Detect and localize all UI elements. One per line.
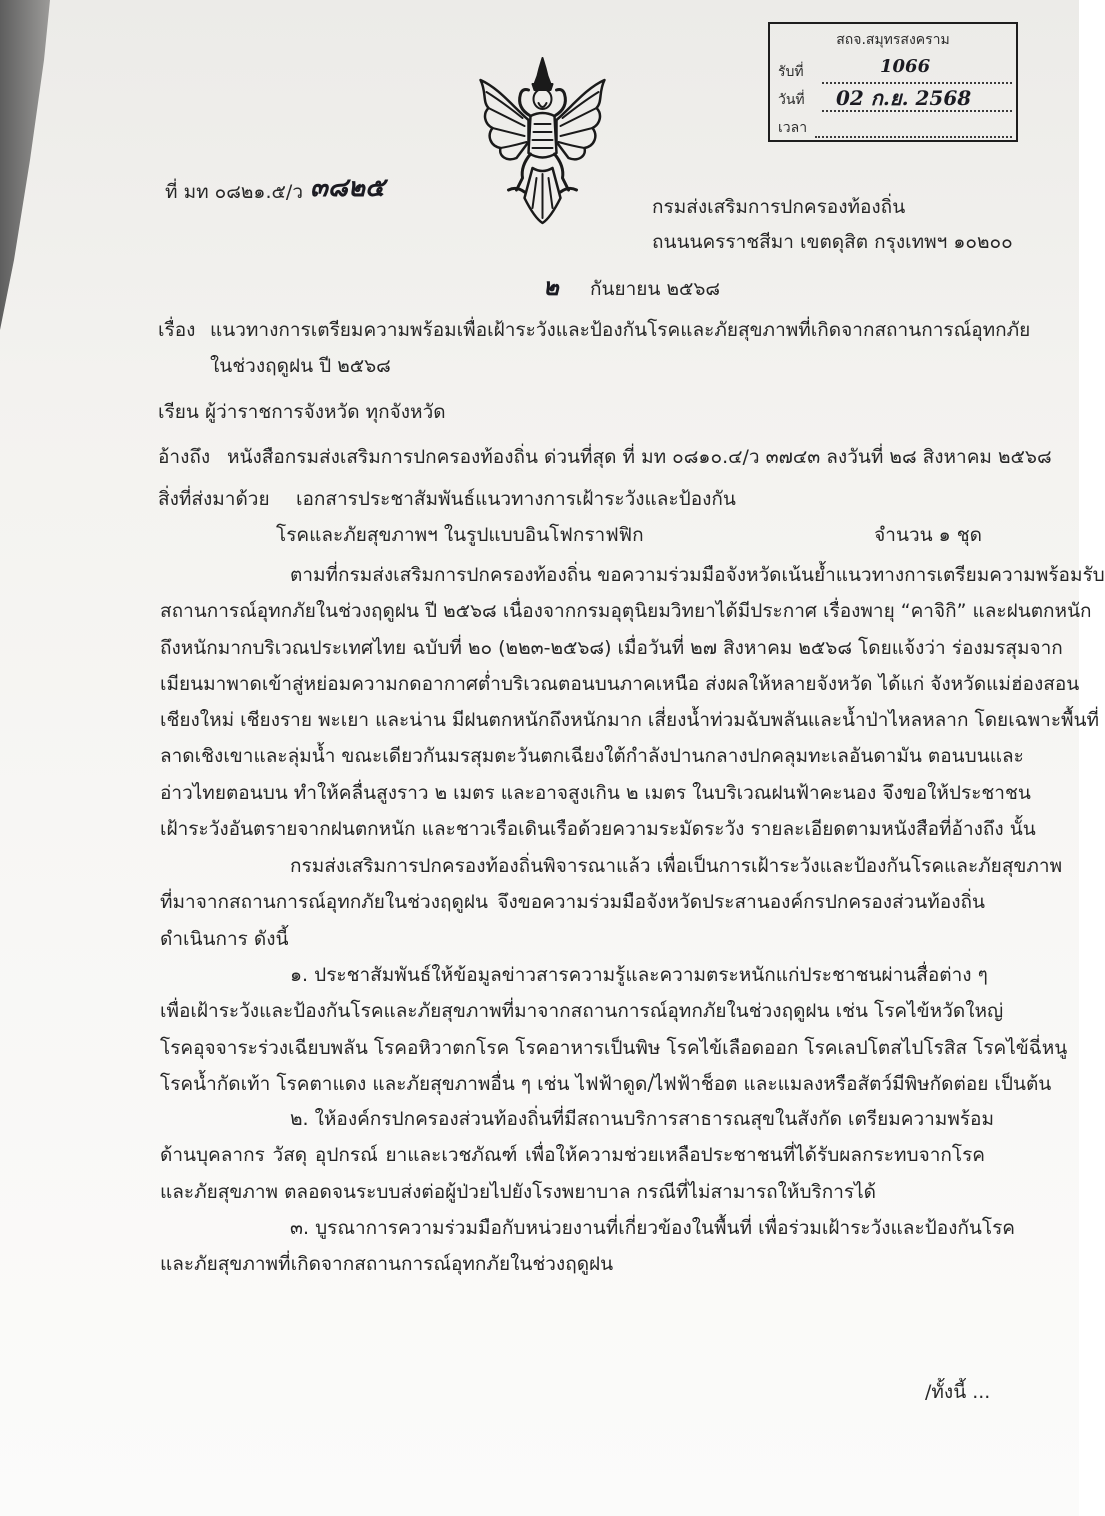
body-line: ดำเนินการ ดังนี้ bbox=[160, 927, 289, 950]
stamp-time-label: เวลา bbox=[778, 120, 808, 136]
body-line: โรคอุจจาระร่วงเฉียบพลัน โรคอหิวาตกโรค โรคอาหารเป็นพิษ โรคไข้เลือดออก โรคเลปโตสไปโรสิส โรคไข้ฉี่หนู bbox=[160, 1036, 1068, 1059]
emblem-body bbox=[529, 113, 557, 158]
subject-line: แนวทางการเตรียมความพร้อมเพื่อเฝ้าระวังและป้องกันโรคและภัยสุขภาพที่เกิดจากสถานการณ์อุทกภัย bbox=[210, 319, 1031, 341]
action-item-2 bbox=[160, 1101, 994, 1210]
body-line: ๓. บูรณาการความร่วมมือกับหน่วยงานที่เกี่ยวข้องในพื้นที่ เพื่อร่วมเฝ้าระวังและป้องกันโรค bbox=[290, 1217, 1016, 1239]
addressee: ผู้ว่าราชการจังหวัด ทุกจังหวัด bbox=[205, 401, 446, 423]
body-line: ลาดเชิงเขาและลุ่มน้ำ ขณะเดียวกันมรสุมตะวันตกเฉียงใต้กำลังปานกลางปกคลุมทะเลอันดามัน ตอนบนและ bbox=[160, 745, 1024, 768]
addressee-label: เรียน bbox=[158, 401, 199, 423]
document-number-label: ที่ มท ๐๘๒๑.๕/ว bbox=[165, 181, 303, 203]
enclosure-label: สิ่งที่ส่งมาด้วย bbox=[158, 488, 270, 510]
document-date: กันยายน ๒๕๖๘ bbox=[590, 278, 721, 300]
emblem-tail bbox=[525, 168, 561, 223]
body-line: เพื่อเฝ้าระวังและป้องกันโรคและภัยสุขภาพที่มาจากสถานการณ์อุทกภัยในช่วงฤดูฝน เช่น โรคไข้หวัดใหญ่ bbox=[160, 1000, 1004, 1023]
continuation-marker: /ทั้งนี้ ... bbox=[925, 1381, 991, 1403]
body-line: ด้านบุคลากร วัสดุ อุปกรณ์ ยาและเวชภัณฑ์ เพื่อให้ความช่วยเหลือประชาชนที่ได้รับผลกระทบจากโรค bbox=[160, 1144, 985, 1167]
body-line: เฝ้าระวังอันตรายจากฝนตกหนัก และชาวเรือเดินเรือด้วยความระมัดระวัง รายละเอียดตามหนังสือที่อ้างถึง นั้น bbox=[160, 818, 1036, 841]
body-line: ๑. ประชาสัมพันธ์ให้ข้อมูลข่าวสารความรู้และความตระหนักแก่ประชาชนผ่านสื่อต่าง ๆ bbox=[290, 964, 988, 986]
garuda-emblem bbox=[470, 58, 615, 223]
body-line: และภัยสุขภาพที่เกิดจากสถานการณ์อุทกภัยในช่วงฤดูฝน bbox=[160, 1253, 614, 1276]
emblem-crown bbox=[535, 58, 551, 84]
body-line: เมียนมาพาดเข้าสู่หย่อมความกดอากาศต่ำบริเวณตอนบนภาคเหนือ ส่งผลให้หลายจังหวัด ได้แก่ จังหวัดแม่ฮ่องสอน bbox=[160, 672, 1080, 695]
stamp-office: สถจ.สมุทรสงคราม bbox=[836, 32, 950, 48]
scan-edge-shadow bbox=[0, 0, 60, 340]
paragraph-background bbox=[160, 557, 1105, 847]
reference-label: อ้างถึง bbox=[158, 446, 211, 468]
action-item-3 bbox=[160, 1210, 1016, 1283]
body-line: ๒. ให้องค์กรปกครองส่วนท้องถิ่นที่มีสถานบริการสาธารณสุขในสังกัด เตรียมความพร้อม bbox=[290, 1108, 994, 1130]
stamp-date-label: วันที่ bbox=[778, 92, 805, 108]
body-line: ตามที่กรมส่งเสริมการปกครองท้องถิ่น ขอความร่วมมือจังหวัดเน้นย้ำแนวทางการเตรียมความพร้อมรับ bbox=[290, 564, 1105, 586]
reference-text: หนังสือกรมส่งเสริมการปกครองท้องถิ่น ด่วนที่สุด ที่ มท ๐๘๑๐.๔/ว ๓๗๔๓ ลงวันที่ ๒๘ สิงหาคม ๒๕๖๘ bbox=[227, 446, 1052, 468]
action-item-1 bbox=[160, 957, 1068, 1102]
stamp-received-number: 1066 bbox=[880, 56, 931, 77]
date-day-handwritten: ๒ bbox=[543, 272, 559, 301]
agency-address: ถนนนครราชสีมา เขตดุสิต กรุงเทพฯ ๑๐๒๐๐ bbox=[652, 231, 1013, 253]
body-line: เชียงใหม่ เชียงราย พะเยา และน่าน มีฝนตกหนักถึงหนักมาก เสี่ยงน้ำท่วมฉับพลันและน้ำป่าไหลหลาก โดยเฉพาะพื้นที่ bbox=[160, 709, 1100, 732]
subject-line: ในช่วงฤดูฝน ปี ๒๕๖๘ bbox=[210, 355, 391, 377]
emblem-beak bbox=[539, 103, 547, 107]
enclosure-line: เอกสารประชาสัมพันธ์แนวทางการเฝ้าระวังและป้องกัน bbox=[296, 488, 736, 510]
body-line: สถานการณ์อุทกภัยในช่วงฤดูฝน ปี ๒๕๖๘ เนื่องจากกรมอุตุนิยมวิทยาได้มีประกาศ เรื่องพายุ “คาจิกิ” และฝนตกหนัก bbox=[160, 600, 1092, 623]
subject-label: เรื่อง bbox=[158, 319, 196, 341]
stamp-received-label: รับที่ bbox=[778, 64, 804, 80]
body-line: ที่มาจากสถานการณ์อุทกภัยในช่วงฤดูฝน จึงขอความร่วมมือจังหวัดประสานองค์กรปกครองส่วนท้องถิ่น bbox=[160, 891, 985, 914]
issuing-agency: กรมส่งเสริมการปกครองท้องถิ่น bbox=[652, 196, 906, 218]
body-line: อ่าวไทยตอนบน ทำให้คลื่นสูงราว ๒ เมตร และอาจสูงเกิน ๒ เมตร ในบริเวณฝนฟ้าคะนอง จึงขอให้ประชาชน bbox=[160, 781, 1031, 804]
document-number-handwritten: ๓๘๒๕ bbox=[310, 173, 385, 203]
body-line: ถึงหนักมากบริเวณประเทศไทย ฉบับที่ ๒๐ (๒๒๓-๒๕๖๘) เมื่อวันที่ ๒๗ สิงหาคม ๒๕๖๘ โดยแจ้งว่า ร่องมรสุมจาก bbox=[160, 636, 1063, 659]
stamp-date-value: 02 ก.ย. 2568 bbox=[836, 86, 972, 110]
body-line: และภัยสุขภาพ ตลอดจนระบบส่งต่อผู้ป่วยไปยังโรงพยาบาล กรณีที่ไม่สามารถให้บริการได้ bbox=[160, 1180, 876, 1203]
body-line: โรคน้ำกัดเท้า โรคตาแดง และภัยสุขภาพอื่น ๆ เช่น ไฟฟ้าดูด/ไฟฟ้าช็อต และแมลงหรือสัตว์มีพิษกัดต่อย เป็นต้น bbox=[160, 1072, 1052, 1095]
enclosure-line: โรคและภัยสุขภาพฯ ในรูปแบบอินโฟกราฟฟิก bbox=[276, 524, 644, 546]
body-line: กรมส่งเสริมการปกครองท้องถิ่นพิจารณาแล้ว เพื่อเป็นการเฝ้าระวังและป้องกันโรคและภัยสุขภาพ bbox=[290, 855, 1063, 877]
enclosure-quantity: จำนวน ๑ ชุด bbox=[874, 524, 982, 546]
paragraph-request bbox=[160, 848, 1063, 957]
stamp-time-dots bbox=[815, 136, 1012, 138]
